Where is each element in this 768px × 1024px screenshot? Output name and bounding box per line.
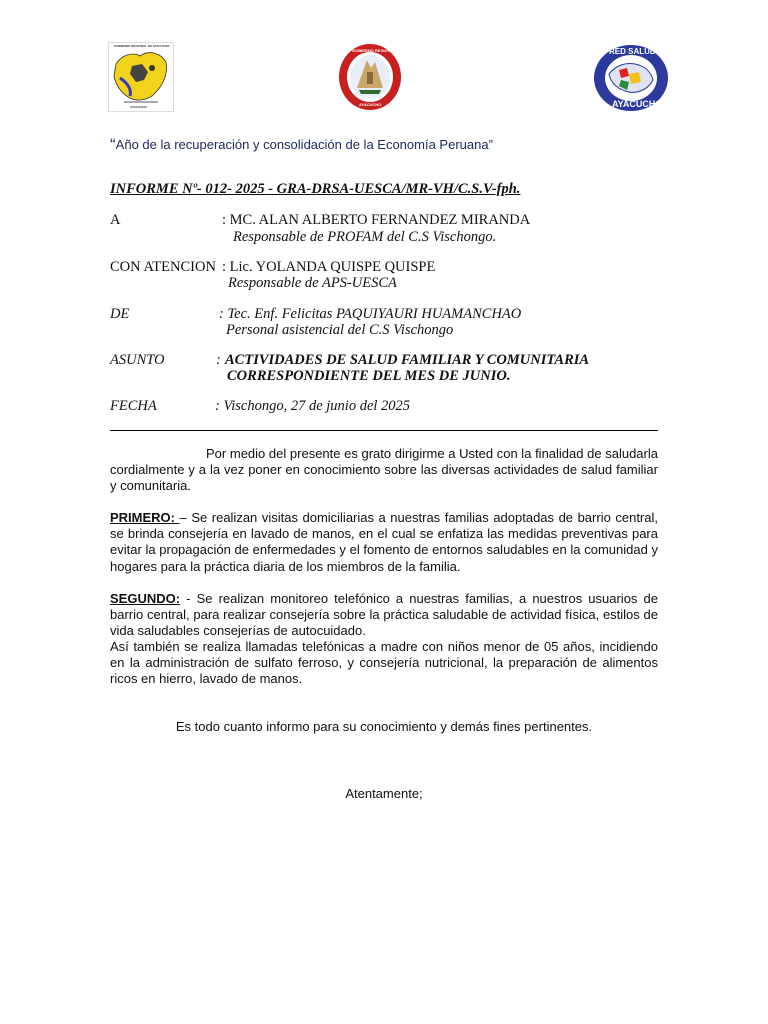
date-value: : Vischongo, 27 de junio del 2025 (215, 398, 411, 414)
motto-text: Año de la recuperación y consolidación de la Economía Peruana” (115, 137, 493, 152)
sign-off: Atentamente; (345, 786, 423, 801)
closing-sentence: Es todo cuanto informo para su conocimiento y demás fines pertinentes. (175, 719, 593, 734)
second-text: - Se realizan monitoreo telefónico a nuestras familias, a nuestros usuarios de barrio central, para realizar consejería sobre la práctica saludable de actividad física, estilos de vida saludables consejerías de autocuidado. (110, 591, 658, 639)
red-salud-centro-logo (593, 44, 692, 112)
report-number: INFORME Nº- 012- 2025 - GRA-DRSA-UESCA/MR-VH/C.S.V-fph. (110, 181, 521, 197)
motto-open-quote: “ (110, 135, 116, 154)
year-motto (110, 135, 493, 155)
left-logo-text-2: AYACUCHO (130, 105, 147, 109)
center-logo-text-top: GOBIERNO REGIONAL (352, 48, 397, 53)
from-value: : Tec. Enf. Felicitas PAQUIYAURI HUAMANCHAO (219, 306, 522, 322)
subject-line-2: CORRESPONDIENTE DEL MES DE JUNIO. (227, 368, 511, 384)
subject-label: ASUNTO (110, 352, 165, 368)
regional-government-seal-logo (337, 42, 403, 112)
second-paragraph (110, 591, 658, 640)
attention-label: CON ATENCION (110, 259, 216, 275)
second-label: SEGUNDO: (110, 591, 181, 606)
second-paragraph-continued: Así también se realiza llamadas telefónicas a madre con niños menor de 05 años, incidiendo en la administración de sulfato ferroso, y consejería nutricional, la preparación de alimentos ricos en hierro, lavado de manos. (110, 639, 658, 687)
from-role: Personal asistencial del C.S Vischongo (226, 322, 454, 338)
intro-paragraph (110, 446, 658, 495)
first-label: PRIMERO: (110, 510, 180, 525)
intro-text: Por medio del presente es grato dirigirme a Usted con la finalidad de saludarla cordialmente y a la vez poner en conocimiento sobre las diversas actividades de salud familiar y comunitaria. (110, 446, 658, 494)
attention-value: : Lic. YOLANDA QUISPE QUISPE (222, 259, 436, 275)
first-text: – Se realizan visitas domiciliarias a nuestras familias adoptadas de barrio central, se brinda consejería en lavado de manos, en el cual se enfatiza las medidas preventivas para evitar la propagación de enfermedades y el fomento de entornos saludables en la comunidad y hogares para la práctica diaria de los miembros de la familia. (110, 510, 658, 574)
right-logo-text-top: RED SALUD CENTRO (609, 47, 692, 56)
header-divider (110, 430, 658, 431)
to-label: A (110, 212, 121, 228)
subject-colon: : (216, 352, 221, 368)
first-paragraph (110, 510, 658, 575)
left-logo-text-1: GOBIERNO REGIONAL DE AYACUCHO (114, 44, 170, 48)
center-logo-text-bottom: AYACUCHO (359, 102, 382, 107)
to-role: Responsable de PROFAM del C.S Vischongo. (233, 229, 497, 245)
regional-government-map-logo (108, 42, 174, 112)
from-label: DE (110, 306, 130, 322)
attention-role: Responsable de APS-UESCA (228, 275, 397, 291)
right-logo-text-bottom: AYACUCHO (612, 99, 663, 109)
subject-line-1: ACTIVIDADES DE SALUD FAMILIAR Y COMUNITARIA (225, 352, 590, 368)
to-value: : MC. ALAN ALBERTO FERNANDEZ MIRANDA (222, 212, 531, 228)
date-label: FECHA (110, 398, 157, 414)
